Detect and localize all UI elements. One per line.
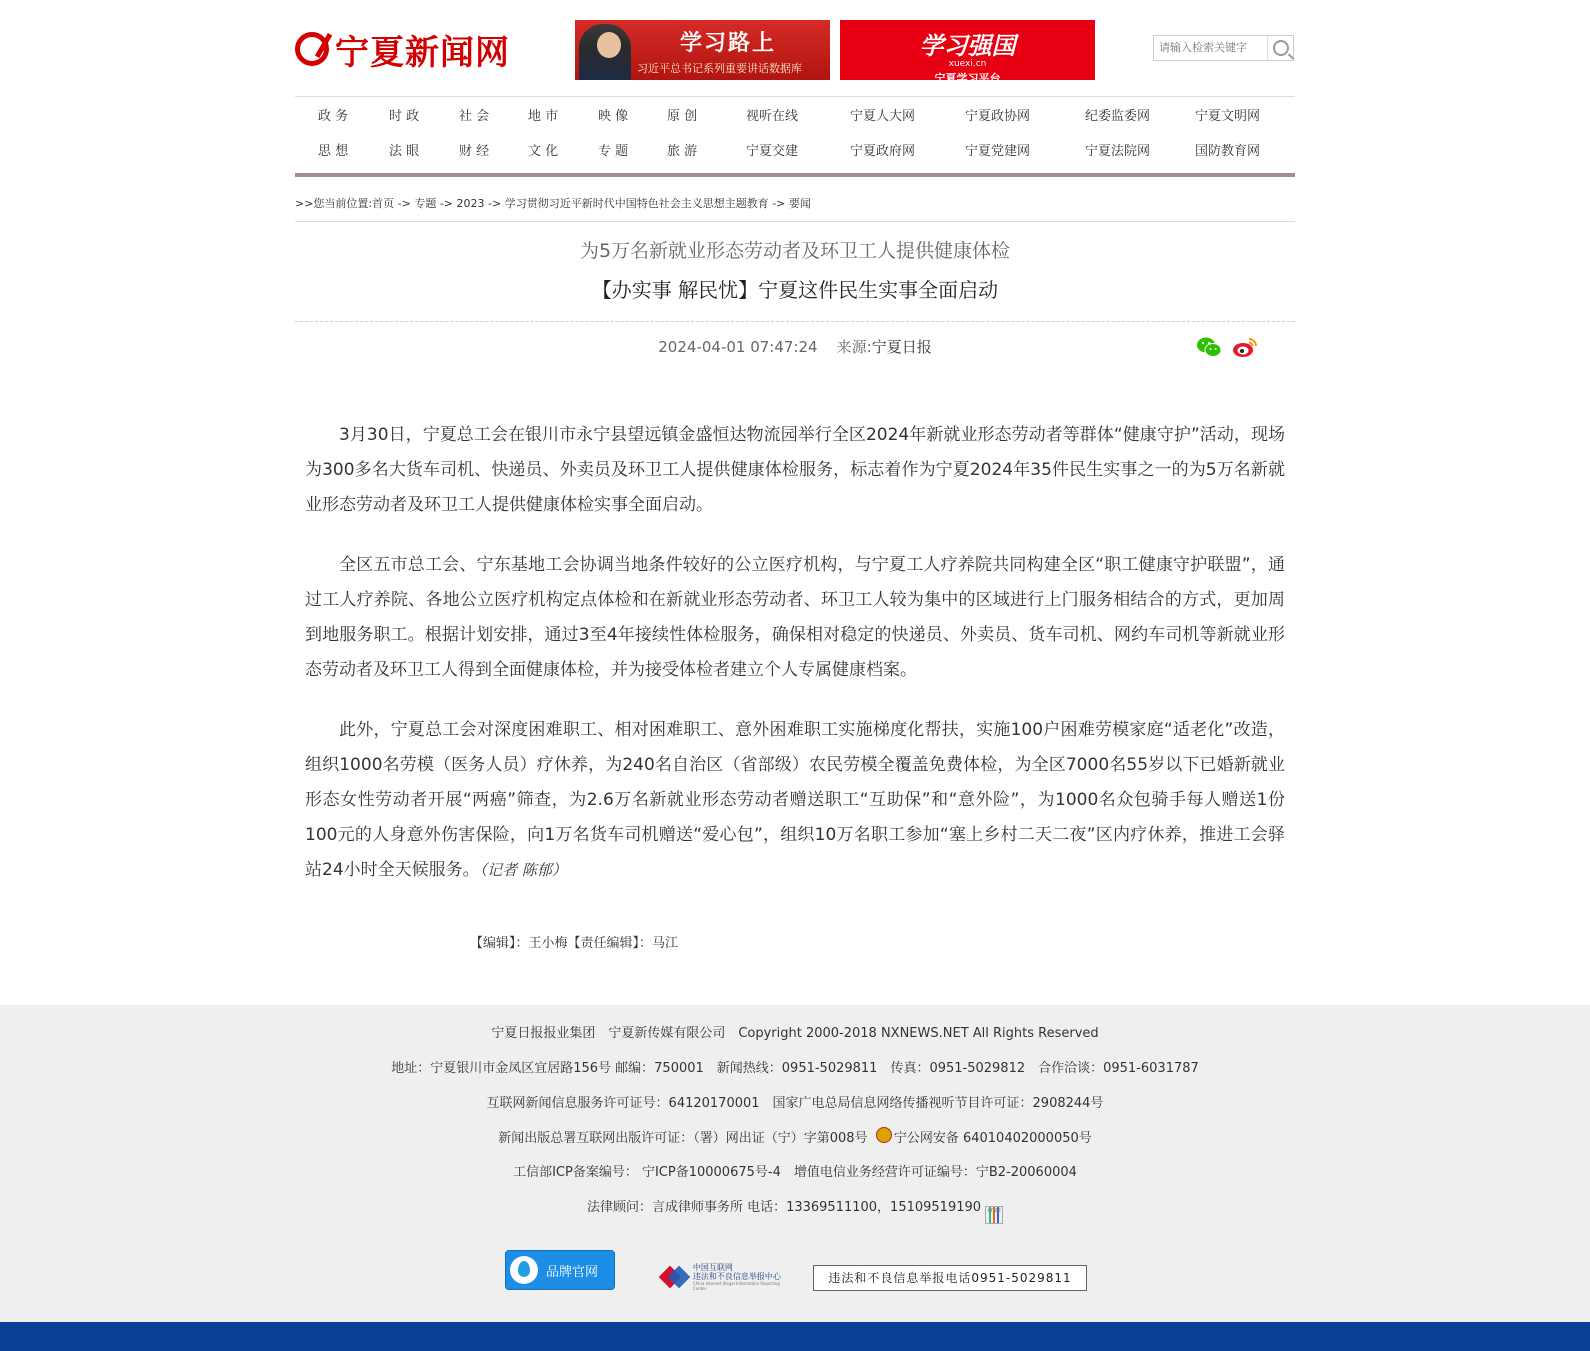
- article-paragraph: 全区五市总工会、宁东基地工会协调当地条件较好的公立医疗机构，与宁夏工人疗养院共同构建全区“职工健康守护联盟”，通过工人疗养院、各地公立医疗机构定点体检和在新就业形态劳动者、环卫工人较为集中的区域进行上门服务相结合的方式，更加周到地服务职工。根据计划安排，通过3至4年接续性体检服务，确保相对稳定的快递员、外卖员、货车司机、网约车司机等新就业形态劳动者及环卫工人得到全面健康体检，并为接受体检者建立个人专属健康档案。: [305, 555, 1285, 680]
- xuexi-banner-caption: 宁夏学习平台: [934, 72, 1001, 85]
- breadcrumb-separator: ->: [768, 197, 789, 210]
- nav-row-1: [295, 97, 1295, 131]
- footer-address: 地址：宁夏银川市金凤区宜居路156号 邮编：750001 新闻热线：0951-5029811 传真：0951-5029812 合作洽谈：0951-6031787: [391, 1061, 1199, 1076]
- study-banner-title: 学习路上: [680, 31, 777, 56]
- nav-item[interactable]: 视听在线: [746, 109, 799, 124]
- xuexi-banner-url: xuexi.cn: [948, 59, 987, 69]
- nav-item[interactable]: 旅 游: [667, 144, 698, 159]
- nav-item[interactable]: 国防教育网: [1195, 144, 1261, 159]
- police-badge-icon: [876, 1127, 892, 1143]
- nav-item[interactable]: 宁夏人大网: [850, 109, 916, 124]
- site-logo[interactable]: [295, 24, 510, 74]
- article-source[interactable]: 宁夏日报: [871, 338, 932, 356]
- nav-item[interactable]: 宁夏交建: [746, 144, 799, 159]
- report-center-english: China Internet Illegal Information Reporting Center: [692, 1281, 780, 1291]
- nav-item[interactable]: 政 务: [318, 109, 349, 124]
- search-box: [1153, 35, 1294, 61]
- nav-item[interactable]: 地 市: [528, 109, 559, 124]
- article-body: [305, 418, 1285, 913]
- nav-item[interactable]: 社 会: [459, 109, 490, 124]
- report-center-line1: 中国互联网: [692, 1263, 733, 1272]
- nav-item[interactable]: 映 像: [598, 109, 629, 124]
- search-input[interactable]: [1154, 36, 1267, 60]
- article-paragraph: 3月30日，宁夏总工会在银川市永宁县望远镇金盛恒达物流园举行全区2024年新就业形态劳动者等群体“健康守护”活动，现场为300多名大货车司机、快递员、外卖员及环卫工人提供健康体检服务，标志着作为宁夏2024年35件民生实事之一的为5万名新就业形态劳动者及环卫工人提供健康体检实事全面启动。: [305, 425, 1285, 515]
- editor-credit: 【编辑】：王小梅【责任编辑】：马江: [470, 936, 679, 951]
- footer-legal: [0, 1196, 1590, 1224]
- reporter-credit: （记者 陈郁）: [479, 861, 567, 879]
- bottom-bar: [0, 1322, 1590, 1351]
- nav-item[interactable]: 文 化: [528, 144, 559, 159]
- nav-item[interactable]: 财 经: [459, 144, 490, 159]
- breadcrumb-prefix: >>您当前位置:: [295, 197, 373, 210]
- breadcrumb-link[interactable]: 专题: [414, 197, 437, 210]
- brand-label: 品牌官网: [546, 1264, 599, 1280]
- breadcrumb-separator: ->: [436, 197, 457, 210]
- article-title: 【办实事 解民忧】宁夏这件民生实事全面启动: [591, 278, 999, 302]
- nav-item[interactable]: 宁夏政协网: [965, 109, 1031, 124]
- footer-license: 互联网新闻信息服务许可证号：64120170001 国家广电总局信息网络传播视听节目许可证：2908244号: [486, 1096, 1104, 1111]
- weibo-share-icon[interactable]: [1232, 336, 1258, 358]
- breadcrumb-separator: ->: [394, 197, 415, 210]
- legal-advisor: 法律顾问：言成律师事务所 电话：13369511100，15109519190: [586, 1200, 982, 1215]
- report-center-line2: 违法和不良信息举报中心: [692, 1272, 781, 1281]
- nav-row-2: [295, 132, 1295, 166]
- search-button[interactable]: [1267, 36, 1293, 60]
- nav-item[interactable]: 宁夏文明网: [1195, 109, 1261, 124]
- nav-item[interactable]: 宁夏政府网: [850, 144, 916, 159]
- breadcrumb-link[interactable]: 2023: [456, 197, 485, 210]
- breadcrumb-link[interactable]: 学习贯彻习近平新时代中国特色社会主义思想主题教育: [504, 197, 769, 210]
- brand-official-badge[interactable]: [505, 1250, 615, 1290]
- report-center-logo[interactable]: [662, 1262, 784, 1292]
- article-paragraph-text: 此外，宁夏总工会对深度困难职工、相对困难职工、意外困难职工实施梯度化帮扶，实施100户困难劳模家庭“适老化”改造，组织1000名劳模（医务人员）疗休养，为240名自治区（省部级）农民劳模全覆盖免费体检，为全区7000名55岁以下已婚新就业形态女性劳动者开展“两癌”筛查，为2.6万名新就业形态劳动者赠送职工“互助保”和“意外险”，为1000名众包骑手每人赠送1份100元的人身意外伤害保险，向1万名货车司机赠送“爱心包”，组织10万名职工参加“塞上乡村二天二夜”区内疗休养，推进工会驿站24小时全天候服务。: [305, 720, 1285, 880]
- footer-copyright: 宁夏日报报业集团 宁夏新传媒有限公司 Copyright 2000-2018 NXNEWS.NET All Rights Reserved: [491, 1026, 1099, 1041]
- source-label: 来源:: [836, 338, 872, 356]
- article-datetime: 2024-04-01 07:47:24: [658, 338, 818, 356]
- xuexi-banner[interactable]: [840, 20, 1095, 85]
- breadcrumb-link[interactable]: 要闻: [788, 197, 811, 210]
- logo-icon: [295, 32, 329, 66]
- study-banner-caption: 习近平总书记系列重要讲话数据库: [637, 62, 802, 75]
- nav-item[interactable]: 宁夏党建网: [965, 144, 1031, 159]
- portrait-image: [579, 24, 631, 80]
- main-nav: [295, 96, 1295, 177]
- logo-text: 宁夏新闻网: [335, 32, 510, 73]
- nav-item[interactable]: 宁夏法院网: [1085, 144, 1151, 159]
- footer-publication: [0, 1127, 1590, 1146]
- nav-item[interactable]: 法 眼: [389, 144, 420, 159]
- article-paragraph: [305, 713, 1285, 888]
- xuexi-banner-title: 学习强国: [919, 31, 1016, 60]
- breadcrumb-link[interactable]: 首页: [372, 197, 395, 210]
- brand-drop-icon: [510, 1256, 538, 1284]
- nav-item[interactable]: 时 政: [389, 109, 420, 124]
- publication-license: 新闻出版总署互联网出版许可证：（署）网出证（宁）字第008号: [498, 1131, 868, 1146]
- search-icon: [1273, 40, 1289, 56]
- article-meta: [295, 336, 1295, 357]
- nav-item[interactable]: 原 创: [667, 109, 698, 124]
- breadcrumb-separator: ->: [484, 197, 505, 210]
- article-subtitle: 为5万名新就业形态劳动者及环卫工人提供健康体检: [579, 240, 1011, 262]
- cnzz-stats-icon[interactable]: cnzz: [985, 1206, 1003, 1224]
- report-hotline-box[interactable]: 违法和不良信息举报电话0951-5029811: [813, 1265, 1087, 1291]
- report-center-icon: [662, 1265, 689, 1289]
- breadcrumb: [295, 195, 1295, 222]
- police-record-link[interactable]: 宁公网安备 64010402000050号: [893, 1131, 1092, 1146]
- nav-item[interactable]: 思 想: [318, 144, 349, 159]
- footer-icp: 工信部ICP备案编号： 宁ICP备10000675号-4 增值电信业务经营许可证编号：宁B2-20060004: [513, 1165, 1077, 1180]
- title-divider: [295, 321, 1295, 322]
- nav-item[interactable]: 专 题: [598, 144, 629, 159]
- nav-item[interactable]: 纪委监委网: [1085, 109, 1151, 124]
- study-banner[interactable]: [575, 20, 830, 80]
- wechat-share-icon[interactable]: [1196, 336, 1222, 358]
